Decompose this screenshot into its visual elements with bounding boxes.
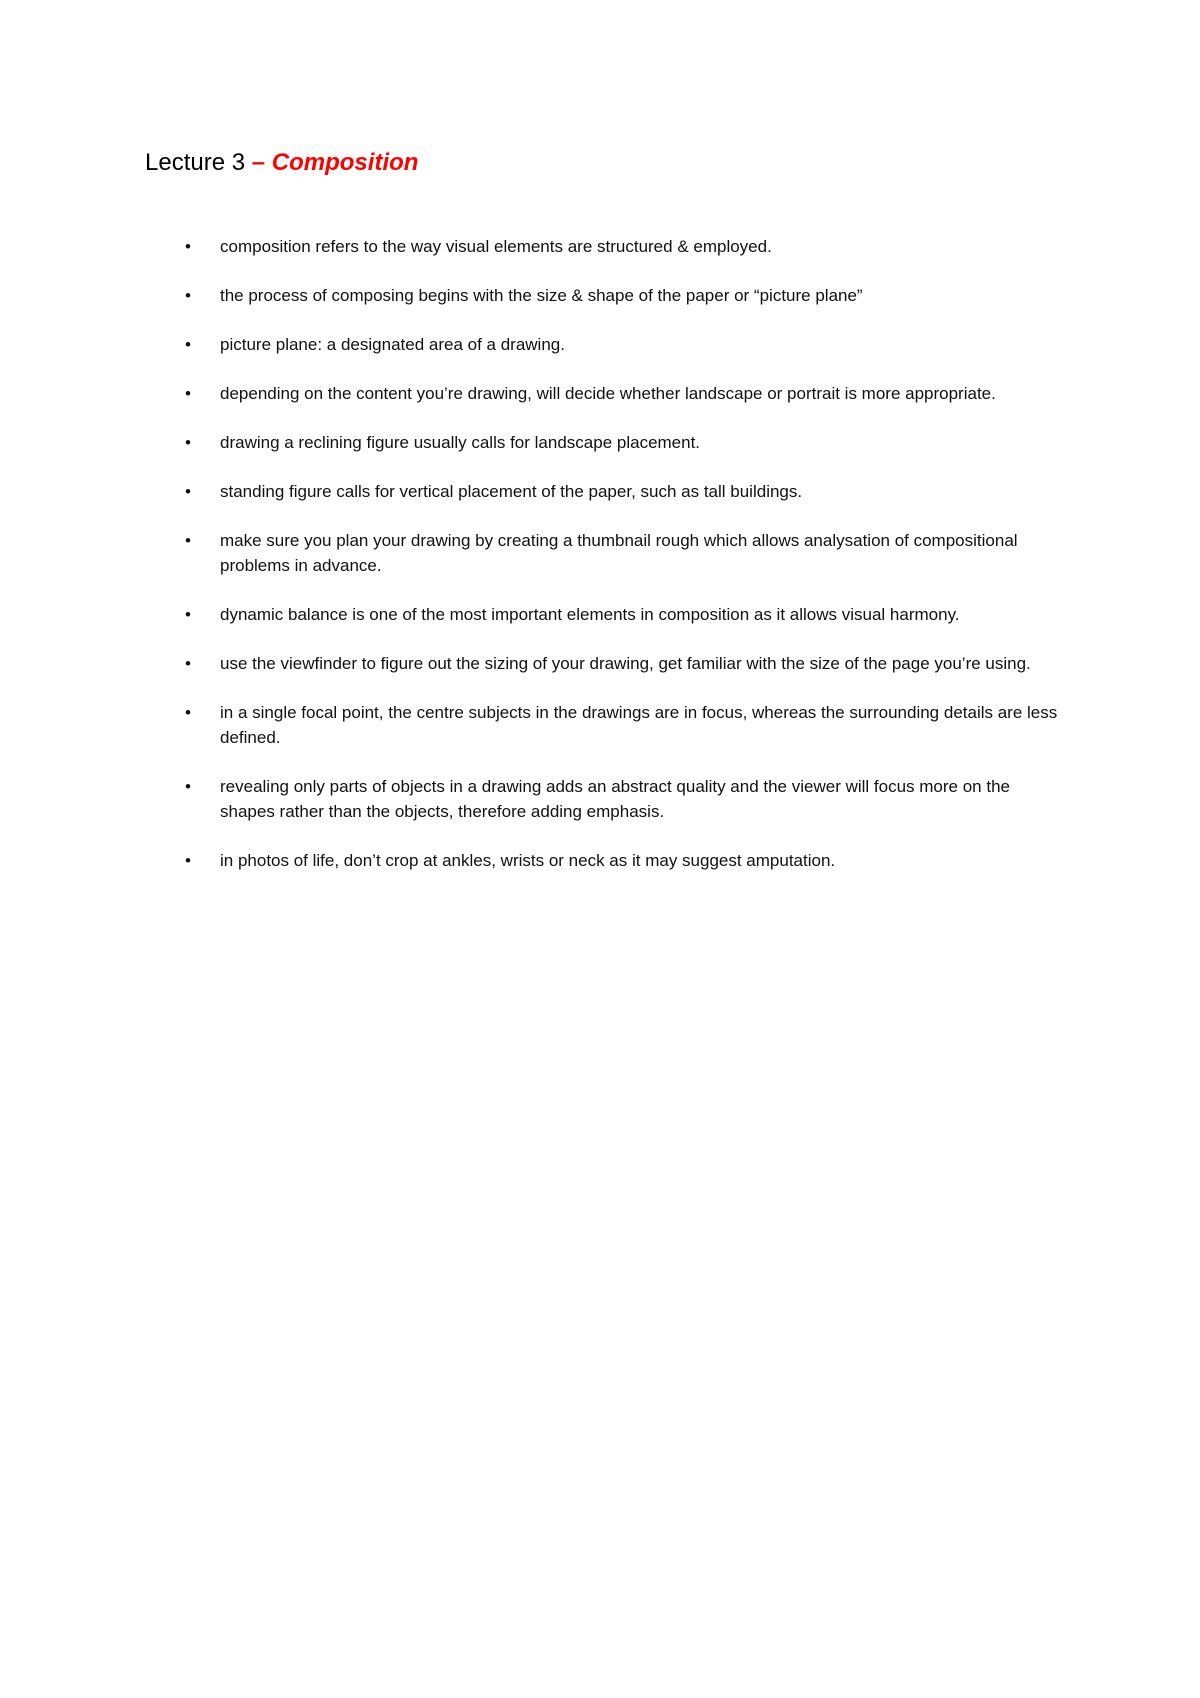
notes-list <box>185 234 1065 897</box>
bullet-icon: • <box>185 605 191 624</box>
bullet-icon: • <box>185 384 191 403</box>
list-item <box>185 283 1065 308</box>
list-item <box>185 651 1065 676</box>
list-item <box>185 700 1065 750</box>
title-dash: – <box>251 149 266 176</box>
bullet-icon: • <box>185 286 191 305</box>
list-item-text: in photos of life, don’t crop at ankles, wrists or neck as it may suggest amputation. <box>220 851 836 870</box>
list-item <box>185 848 1065 873</box>
list-item-text: depending on the content you’re drawing, will decide whether landscape or portrait is more appropriate. <box>220 384 996 403</box>
list-item-text: drawing a reclining figure usually calls for landscape placement. <box>220 433 701 452</box>
lecture-topic: Composition <box>271 149 419 176</box>
list-item <box>185 234 1065 259</box>
bullet-icon: • <box>185 777 191 796</box>
bullet-icon: • <box>185 237 191 256</box>
list-item-text: in a single focal point, the centre subjects in the drawings are in focus, whereas the surrounding details are less defined. <box>220 703 1058 747</box>
bullet-icon: • <box>185 531 191 550</box>
list-item-text: make sure you plan your drawing by creating a thumbnail rough which allows analysation of compositional problems in advance. <box>220 531 1018 575</box>
list-item-text: dynamic balance is one of the most important elements in composition as it allows visual harmony. <box>220 605 960 624</box>
list-item <box>185 774 1065 824</box>
page-title <box>145 147 418 179</box>
list-item-text: use the viewfinder to figure out the sizing of your drawing, get familiar with the size of the page you’re using. <box>220 654 1031 673</box>
list-item <box>185 602 1065 627</box>
bullet-icon: • <box>185 433 191 452</box>
list-item-text: the process of composing begins with the size & shape of the paper or “picture plane” <box>220 286 863 305</box>
list-item-text: picture plane: a designated area of a drawing. <box>220 335 565 354</box>
bullet-icon: • <box>185 703 191 722</box>
list-item-text: composition refers to the way visual elements are structured & employed. <box>220 237 772 256</box>
bullet-icon: • <box>185 654 191 673</box>
list-item <box>185 479 1065 504</box>
bullet-icon: • <box>185 851 191 870</box>
list-item-text: standing figure calls for vertical placement of the paper, such as tall buildings. <box>220 482 803 501</box>
list-item <box>185 332 1065 357</box>
list-item <box>185 381 1065 406</box>
bullet-icon: • <box>185 335 191 354</box>
bullet-icon: • <box>185 482 191 501</box>
list-item <box>185 430 1065 455</box>
lecture-label: Lecture 3 <box>145 149 246 176</box>
list-item-text: revealing only parts of objects in a drawing adds an abstract quality and the viewer will focus more on the shapes rather than the objects, therefore adding emphasis. <box>220 777 1010 821</box>
list-item <box>185 528 1065 578</box>
